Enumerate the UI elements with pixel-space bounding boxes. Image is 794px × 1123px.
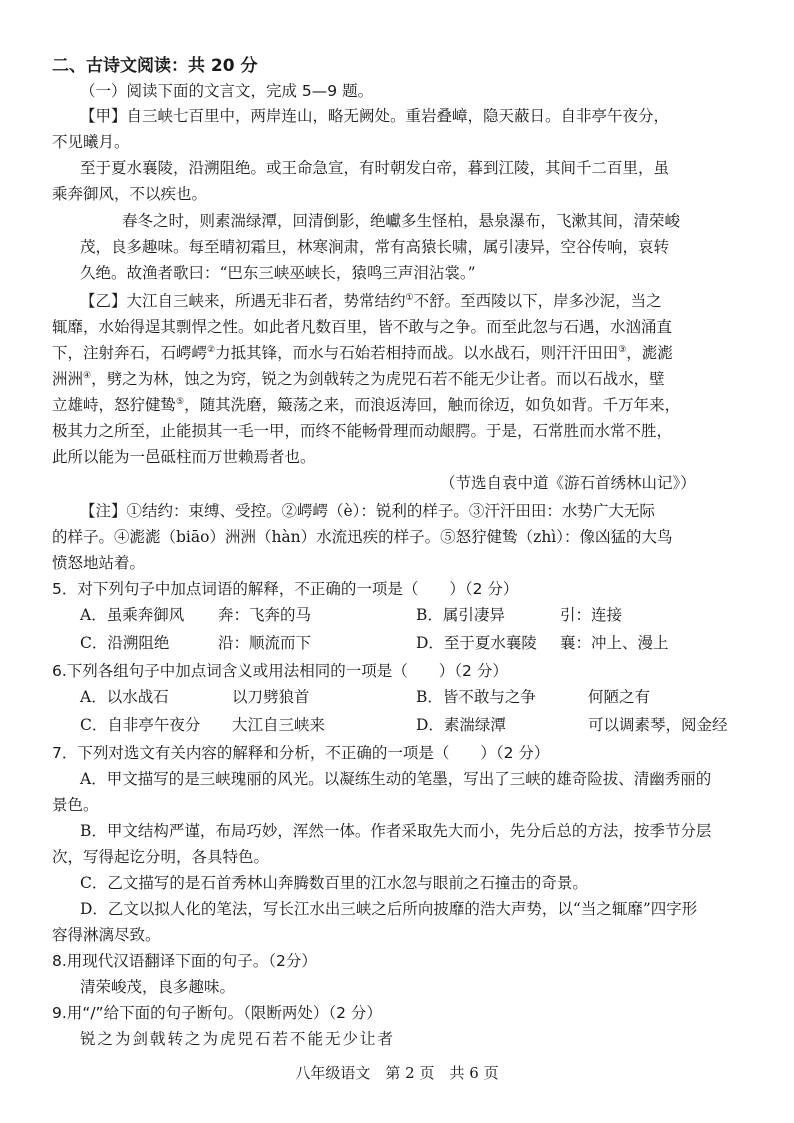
q5-stem: 5．对下列句子中加点词语的解释，不正确的一项是（ ）（2 分） bbox=[52, 580, 519, 598]
yi-text-1b: 不舒。至西陵以下，岸多沙泥，当之 bbox=[413, 292, 662, 310]
notes-line-2: 的样子。④滮滮（biāo）洲洲（hàn）水流迅疾的样子。⑤怒狞健鸷（zhì）：像凶猛的大鸟 bbox=[52, 528, 673, 546]
q5-option-c-gloss: 沿：顺流而下 bbox=[218, 634, 312, 652]
section-title: 二、古诗文阅读：共 20 分 bbox=[52, 56, 258, 76]
yi-text-5b: ，随其洗磨，簸荡之来，而浪返涛回，触而徐迈，如负如背。千万年来， bbox=[184, 396, 681, 414]
sub-title bbox=[80, 80, 373, 102]
q7-option-b-line-1: B．甲文结构严谨，布局巧妙，浑然一体。作者采取先大而小，先分后总的方法，按季节分层 bbox=[80, 822, 712, 840]
q6-option-d-right: 可以调素琴，阅金经 bbox=[588, 716, 728, 734]
q5-row-ab bbox=[80, 604, 760, 626]
q8-stem: 8.用现代汉语翻译下面的句子。（2分） bbox=[52, 952, 317, 970]
q8-sentence: 清荣峻茂，良多趣味。 bbox=[80, 978, 236, 996]
q7-option-d-line-1: D．乙文以拟人化的笔法，写长江水出三峡之后所向披靡的浩大声势，以“当之辄靡”四字形 bbox=[80, 900, 698, 918]
q6-option-b-right: 何陋之有 bbox=[588, 688, 651, 706]
note-mark-1: ① bbox=[405, 292, 414, 303]
passage-yi-line-5 bbox=[52, 394, 680, 416]
q6-option-c-left: C．自非亭午夜分 bbox=[80, 716, 201, 734]
passage-jia-line-3: 至于夏水襄陵，沿溯阻绝。或王命急宣，有时朝发白帝，暮到江陵，其间千二百里，虽 bbox=[80, 159, 670, 177]
q9-sentence: 锐之为剑戟转之为虎兕石若不能无少让者 bbox=[80, 1030, 396, 1048]
q5-option-c-phrase: C．沿溯阻绝 bbox=[80, 634, 170, 652]
passage-jia-line-5: 春冬之时，则素湍绿潭，回清倒影，绝巘多生怪柏，悬泉瀑布，飞漱其间，清荣峻 bbox=[122, 212, 681, 230]
yi-text-3c: ，滮滮 bbox=[626, 344, 673, 362]
q6-option-a-right: 以刀劈狼首 bbox=[232, 688, 310, 706]
page-footer: 八年级语文 第 2 页 共 6 页 bbox=[295, 1064, 499, 1082]
yi-text-3a: 下，注射奔石，石崿崿 bbox=[52, 344, 208, 362]
q7-stem: 7．下列对选文有关内容的解释和分析，不正确的一项是（ ）（2 分） bbox=[52, 744, 550, 762]
q9-stem: 9.用“/”给下面的句子断句。（限断两处）（2 分） bbox=[52, 1004, 382, 1022]
passage-yi-line-6: 极其力之所至，止能损其一毛一甲，而终不能畅骨理而动龈腭。于是，石常胜而水常不胜， bbox=[52, 422, 673, 440]
passage-jia-line-7: 久绝。故渔者歌曰：“巴东三峡巫峡长，猿鸣三声泪沾裳。” bbox=[80, 264, 476, 282]
q6-option-d-left: D．素湍绿潭 bbox=[416, 716, 506, 734]
q7-option-d-line-2: 容得淋漓尽致。 bbox=[52, 926, 161, 944]
q5-option-d-phrase: D．至于夏水襄陵 bbox=[416, 634, 537, 652]
q5-row-cd bbox=[80, 632, 760, 654]
notes-line-1: 【注】①结约：束缚、受控。②崿崿（è）：锐利的样子。③汗汗田田：水势广大无际 bbox=[80, 502, 655, 520]
passage-yi-line-1 bbox=[80, 290, 662, 312]
passage-yi-line-2: 辄靡，水始得逞其剽悍之性。如此者凡数百里，皆不敢与之争。而至此忽与石遇，水汹涌直 bbox=[52, 318, 673, 336]
notes-line-3: 愤怒地站着。 bbox=[52, 554, 146, 572]
q7-option-a-line-2: 景色。 bbox=[52, 796, 99, 814]
passage-yi-line-7: 此所以能为一邑砥柱而万世赖焉者也。 bbox=[52, 448, 316, 466]
q5-option-b-phrase: B．属引凄异 bbox=[416, 606, 505, 624]
q5-option-b-gloss: 引：连接 bbox=[560, 606, 623, 624]
note-mark-5: ⑤ bbox=[176, 396, 185, 407]
q7-option-a-line-1: A．甲文描写的是三峡瑰丽的风光。以凝练生动的笔墨，写出了三峡的雄奇险拔、清幽秀丽的 bbox=[80, 770, 712, 788]
yi-text-1a: 【乙】大江自三峡来，所遇无非石者，势常结约 bbox=[80, 292, 406, 310]
q6-row-cd bbox=[80, 714, 760, 736]
sub-title-text: （一）阅读下面的文言文，完成 5—9 题。 bbox=[80, 82, 374, 100]
q5-option-a-gloss: 奔：飞奔的马 bbox=[218, 606, 312, 624]
passage-yi-line-3 bbox=[52, 342, 673, 364]
passage-yi-line-4 bbox=[52, 368, 665, 390]
note-mark-2: ② bbox=[207, 344, 216, 355]
passage-jia-line-1: 【甲】自三峡七百里中，两岸连山，略无阙处。重岩叠嶂，隐天蔽日。自非亭午夜分， bbox=[80, 107, 670, 125]
q5-option-a-phrase: A．虽乘奔御风 bbox=[80, 606, 185, 624]
q7-option-c: C．乙文描写的是石首秀林山奔腾数百里的江水忽与眼前之石撞击的奇景。 bbox=[80, 874, 588, 892]
q7-option-b-line-2: 次，写得起讫分明，各具特色。 bbox=[52, 848, 270, 866]
q6-stem: 6.下列各组句子中加点词含义或用法相同的一项是（ ）（2 分） bbox=[52, 662, 508, 680]
q6-option-a-left: A．以水战石 bbox=[80, 688, 169, 706]
q6-option-c-right: 大江自三峡来 bbox=[232, 716, 326, 734]
q6-row-ab bbox=[80, 686, 760, 708]
note-mark-3: ③ bbox=[618, 344, 627, 355]
q5-option-d-gloss: 襄：冲上、漫上 bbox=[560, 634, 669, 652]
passage-jia-line-2: 不见曦月。 bbox=[52, 133, 130, 151]
q6-option-b-left: B．皆不敢与之争 bbox=[416, 688, 536, 706]
yi-text-4a: 洲洲 bbox=[52, 370, 84, 388]
yi-text-4b: ，劈之为林，蚀之为窍，锐之为剑戟转之为虎兕石若不能无少让者。而以石战水，壁 bbox=[91, 370, 665, 388]
passage-jia-line-6: 茂，良多趣味。每至晴初霜旦，林寒涧肃，常有高猿长啸，属引凄异，空谷传响，哀转 bbox=[80, 238, 670, 256]
yi-text-3b: 力抵其锋，而水与石始若相持而战。以水战石，则汗汗田田 bbox=[215, 344, 619, 362]
passage-jia-line-4: 乘奔御风，不以疾也。 bbox=[52, 185, 208, 203]
passage-source: （节选自袁中道《游石首绣林山记》） bbox=[440, 474, 696, 492]
yi-text-5a: 立雄峙，怒狞健鸷 bbox=[52, 396, 177, 414]
note-mark-4: ④ bbox=[83, 370, 92, 381]
